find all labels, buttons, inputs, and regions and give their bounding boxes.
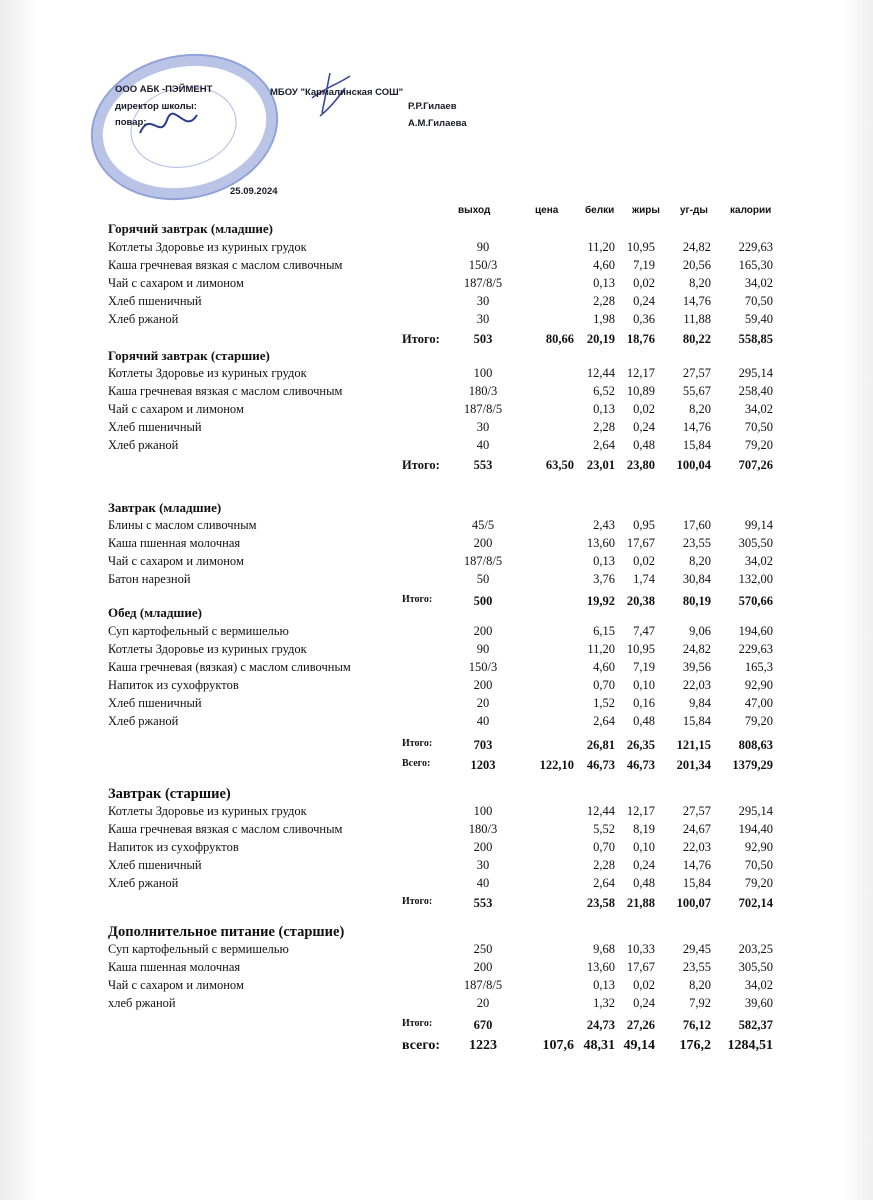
- dish-fat: 0,48: [633, 438, 655, 452]
- dish-name: Хлеб ржаной: [108, 312, 179, 326]
- table-row: [0, 822, 873, 838]
- school-name: МБОУ "Кармалинская СОШ": [270, 87, 404, 98]
- section-title: Горячий завтрак (младшие): [108, 221, 274, 236]
- dish-fat: 0,48: [633, 714, 655, 728]
- dish-protein: 6,52: [593, 384, 615, 398]
- total-row-protein: 19,92: [586, 594, 615, 608]
- dish-output: 30: [476, 312, 490, 326]
- dish-carbs: 15,84: [682, 714, 711, 728]
- dish-protein: 11,20: [587, 240, 615, 254]
- grand-total-row-fat: 46,73: [626, 758, 655, 772]
- table-row: [0, 978, 873, 994]
- dish-protein: 6,15: [593, 624, 615, 638]
- dish-output: 30: [476, 420, 490, 434]
- dish-protein: 3,76: [593, 572, 615, 586]
- dish-protein: 0,13: [593, 978, 615, 992]
- grand-total-row-price: 107,6: [542, 1038, 574, 1053]
- dish-fat: 7,19: [633, 660, 655, 674]
- dish-protein: 13,60: [586, 536, 615, 550]
- col-price: цена: [535, 205, 559, 216]
- dish-protein: 0,70: [593, 678, 615, 692]
- total-row-carbs: 121,15: [676, 738, 711, 752]
- dish-name: Хлеб пшеничный: [108, 294, 202, 308]
- dish-output: 200: [473, 536, 493, 550]
- dish-output: 200: [473, 960, 493, 974]
- total-row-fat: 27,26: [626, 1018, 655, 1032]
- dish-protein: 1,32: [593, 996, 615, 1010]
- dish-name: Котлеты Здоровье из куриных грудок: [108, 642, 307, 656]
- dish-carbs: 9,06: [689, 624, 711, 638]
- dish-protein: 2,64: [593, 438, 615, 452]
- table-row: [0, 572, 873, 588]
- dish-protein: 9,68: [593, 942, 615, 956]
- dish-protein: 5,52: [593, 822, 615, 836]
- dish-name: Хлеб пшеничный: [108, 858, 202, 872]
- dish-fat: 10,95: [626, 642, 655, 656]
- total-row-output: 553: [473, 896, 493, 910]
- col-calories: калории: [730, 205, 772, 216]
- dish-output: 250: [473, 942, 493, 956]
- dish-name: Блины с маслом сливочным: [108, 518, 257, 532]
- dish-fat: 0,02: [633, 276, 655, 290]
- grand-total-row-output: 1203: [470, 758, 496, 772]
- org-line: ООО АБК -ПЭЙМЕНТ: [115, 84, 213, 95]
- dish-carbs: 7,92: [689, 996, 711, 1010]
- dish-carbs: 8,20: [689, 978, 711, 992]
- total-row-protein: 26,81: [586, 738, 615, 752]
- dish-name: Чай с сахаром и лимоном: [108, 276, 244, 290]
- dish-calories: 92,90: [744, 840, 773, 854]
- table-row: [0, 876, 873, 892]
- dish-output: 40: [476, 876, 490, 890]
- dish-fat: 0,95: [633, 518, 655, 532]
- total-row-output: 503: [473, 332, 493, 346]
- dish-calories: 70,50: [744, 858, 773, 872]
- dish-name: Каша пшенная молочная: [108, 536, 241, 550]
- table-row: [0, 624, 873, 640]
- dish-fat: 7,47: [633, 624, 655, 638]
- total-row: [0, 332, 873, 348]
- dish-fat: 0,48: [633, 876, 655, 890]
- grand-total-row-label: всего:: [402, 1038, 441, 1053]
- total-row-label: Итого:: [402, 738, 433, 749]
- dish-protein: 2,64: [593, 714, 615, 728]
- dish-output: 90: [476, 642, 490, 656]
- dish-output: 100: [473, 804, 493, 818]
- dish-calories: 305,50: [738, 536, 773, 550]
- dish-fat: 17,67: [626, 536, 655, 550]
- dish-fat: 0,36: [633, 312, 655, 326]
- dish-carbs: 24,82: [682, 642, 711, 656]
- dish-fat: 8,19: [633, 822, 655, 836]
- dish-fat: 0,24: [633, 996, 655, 1010]
- dish-carbs: 23,55: [682, 960, 711, 974]
- dish-fat: 12,17: [626, 804, 655, 818]
- dish-fat: 0,24: [633, 294, 655, 308]
- total-row-output: 553: [473, 458, 493, 472]
- dish-carbs: 14,76: [682, 420, 711, 434]
- dish-protein: 12,44: [586, 804, 615, 818]
- dish-name: Каша пшенная молочная: [108, 960, 241, 974]
- table-row: [0, 960, 873, 976]
- dish-carbs: 8,20: [689, 554, 711, 568]
- dish-carbs: 39,56: [682, 660, 711, 674]
- dish-output: 187/8/5: [463, 554, 503, 568]
- dish-carbs: 14,76: [682, 858, 711, 872]
- dish-fat: 10,33: [626, 942, 655, 956]
- dish-calories: 295,14: [738, 366, 773, 380]
- table-row: [0, 642, 873, 658]
- dish-carbs: 27,57: [682, 366, 711, 380]
- table-row: [0, 942, 873, 958]
- dish-output: 200: [473, 678, 493, 692]
- dish-output: 20: [476, 696, 490, 710]
- dish-calories: 34,02: [744, 978, 773, 992]
- dish-name: Хлеб ржаной: [108, 438, 179, 452]
- table-row: [0, 518, 873, 534]
- cook-name: А.М.Гилаева: [408, 118, 467, 129]
- dish-calories: 70,50: [744, 294, 773, 308]
- menu-date: 25.09.2024: [230, 186, 278, 197]
- table-row: [0, 240, 873, 256]
- dish-name: Котлеты Здоровье из куриных грудок: [108, 366, 307, 380]
- dish-protein: 12,44: [586, 366, 615, 380]
- table-row: [0, 402, 873, 418]
- dish-calories: 39,60: [744, 996, 773, 1010]
- table-row: [0, 366, 873, 382]
- table-row: [0, 554, 873, 570]
- total-row-carbs: 80,19: [682, 594, 711, 608]
- dish-calories: 165,30: [738, 258, 773, 272]
- dish-carbs: 22,03: [682, 840, 711, 854]
- total-row-price: 80,66: [545, 332, 574, 346]
- dish-output: 40: [476, 714, 490, 728]
- dish-name: Батон нарезной: [108, 572, 191, 586]
- dish-carbs: 22,03: [682, 678, 711, 692]
- total-row-carbs: 100,07: [676, 896, 711, 910]
- dish-carbs: 55,67: [682, 384, 711, 398]
- dish-calories: 34,02: [744, 402, 773, 416]
- signature-director: [300, 68, 360, 128]
- dish-fat: 0,10: [633, 678, 655, 692]
- total-row-output: 703: [473, 738, 493, 752]
- section-title: Завтрак (старшие): [108, 786, 231, 802]
- dish-fat: 0,02: [633, 978, 655, 992]
- dish-carbs: 15,84: [682, 876, 711, 890]
- dish-fat: 7,19: [633, 258, 655, 272]
- dish-output: 180/3: [468, 384, 498, 398]
- grand-total-row-carbs: 201,34: [676, 758, 711, 772]
- dish-calories: 59,40: [744, 312, 773, 326]
- dish-carbs: 20,56: [682, 258, 711, 272]
- dish-fat: 0,16: [633, 696, 655, 710]
- dish-name: хлеб ржаной: [108, 996, 176, 1010]
- dish-fat: 0,24: [633, 858, 655, 872]
- grand-total-row-carbs: 176,2: [679, 1038, 711, 1053]
- dish-output: 50: [476, 572, 490, 586]
- grand-total-row-protein: 46,73: [586, 758, 615, 772]
- table-row: [0, 858, 873, 874]
- table-row: [0, 714, 873, 730]
- dish-name: Напиток из сухофруктов: [108, 840, 239, 854]
- total-row-protein: 24,73: [586, 1018, 615, 1032]
- grand-total-row-calories: 1284,51: [727, 1038, 773, 1053]
- dish-carbs: 24,82: [682, 240, 711, 254]
- dish-carbs: 15,84: [682, 438, 711, 452]
- total-row-fat: 18,76: [626, 332, 655, 346]
- dish-name: Чай с сахаром и лимоном: [108, 402, 244, 416]
- dish-output: 100: [473, 366, 493, 380]
- dish-fat: 0,24: [633, 420, 655, 434]
- section-title: Горячий завтрак (старшие): [108, 348, 270, 363]
- dish-output: 150/3: [468, 660, 498, 674]
- section-title: Завтрак (младшие): [108, 500, 222, 515]
- dish-carbs: 9,84: [689, 696, 711, 710]
- table-row: [0, 438, 873, 454]
- dish-calories: 132,00: [738, 572, 773, 586]
- dish-fat: 0,02: [633, 554, 655, 568]
- grand-total-row-protein: 48,31: [583, 1038, 615, 1053]
- table-row: [0, 294, 873, 310]
- table-row: [0, 420, 873, 436]
- dish-name: Каша гречневая вязкая с маслом сливочным: [108, 384, 343, 398]
- dish-name: Котлеты Здоровье из куриных грудок: [108, 804, 307, 818]
- dish-output: 30: [476, 294, 490, 308]
- dish-carbs: 23,55: [682, 536, 711, 550]
- total-row: [0, 738, 873, 754]
- dish-output: 45/5: [471, 518, 495, 532]
- total-row-calories: 702,14: [738, 896, 773, 910]
- total-row-calories: 808,63: [738, 738, 773, 752]
- dish-name: Каша гречневая вязкая с маслом сливочным: [108, 258, 343, 272]
- total-row-price: 63,50: [545, 458, 574, 472]
- col-carbs: уг-ды: [680, 205, 708, 216]
- total-row-calories: 707,26: [738, 458, 773, 472]
- total-row: [0, 458, 873, 474]
- dish-output: 200: [473, 840, 493, 854]
- dish-protein: 2,28: [593, 858, 615, 872]
- dish-protein: 0,13: [593, 402, 615, 416]
- grand-total-row-fat: 49,14: [623, 1038, 655, 1053]
- total-row-label: Итого:: [402, 896, 433, 907]
- dish-calories: 258,40: [738, 384, 773, 398]
- dish-fat: 0,02: [633, 402, 655, 416]
- dish-output: 20: [476, 996, 490, 1010]
- col-output: выход: [458, 205, 491, 216]
- col-fat: жиры: [632, 205, 660, 216]
- dish-carbs: 24,67: [682, 822, 711, 836]
- dish-output: 200: [473, 624, 493, 638]
- grand-total-row-price: 122,10: [539, 758, 574, 772]
- total-row-carbs: 76,12: [682, 1018, 711, 1032]
- dish-protein: 2,28: [593, 420, 615, 434]
- total-row-calories: 558,85: [738, 332, 773, 346]
- dish-carbs: 8,20: [689, 402, 711, 416]
- dish-protein: 13,60: [586, 960, 615, 974]
- dish-name: Хлеб пшеничный: [108, 696, 202, 710]
- dish-output: 180/3: [468, 822, 498, 836]
- dish-calories: 229,63: [738, 240, 773, 254]
- dish-carbs: 8,20: [689, 276, 711, 290]
- table-row: [0, 312, 873, 328]
- table-row: [0, 840, 873, 856]
- dish-calories: 305,50: [738, 960, 773, 974]
- dish-name: Напиток из сухофруктов: [108, 678, 239, 692]
- grand-total-row: [0, 758, 873, 774]
- table-row: [0, 804, 873, 820]
- dish-protein: 4,60: [593, 258, 615, 272]
- dish-calories: 47,00: [744, 696, 773, 710]
- dish-protein: 1,98: [593, 312, 615, 326]
- section-title: Обед (младшие): [108, 605, 202, 620]
- dish-name: Каша гречневая (вязкая) с маслом сливочным: [108, 660, 351, 674]
- dish-protein: 4,60: [593, 660, 615, 674]
- dish-fat: 10,89: [626, 384, 655, 398]
- dish-carbs: 17,60: [682, 518, 711, 532]
- dish-calories: 34,02: [744, 276, 773, 290]
- grand-total-row-output: 1223: [469, 1038, 497, 1053]
- total-row-calories: 570,66: [738, 594, 773, 608]
- table-row: [0, 258, 873, 274]
- dish-protein: 11,20: [587, 642, 615, 656]
- total-row-label: Итого:: [402, 458, 440, 472]
- dish-output: 187/8/5: [463, 276, 503, 290]
- dish-name: Чай с сахаром и лимоном: [108, 554, 244, 568]
- dish-protein: 1,52: [593, 696, 615, 710]
- dish-name: Каша гречневая вязкая с маслом сливочным: [108, 822, 343, 836]
- dish-protein: 0,13: [593, 554, 615, 568]
- dish-calories: 165,3: [744, 660, 773, 674]
- dish-fat: 10,95: [626, 240, 655, 254]
- total-row: [0, 896, 873, 912]
- table-row: [0, 996, 873, 1012]
- dish-protein: 2,28: [593, 294, 615, 308]
- dish-carbs: 29,45: [682, 942, 711, 956]
- table-row: [0, 536, 873, 552]
- dish-name: Суп картофельный с вермишелью: [108, 624, 289, 638]
- dish-protein: 2,43: [593, 518, 615, 532]
- dish-calories: 79,20: [744, 876, 773, 890]
- table-row: [0, 384, 873, 400]
- total-row-protein: 20,19: [586, 332, 615, 346]
- total-row-carbs: 80,22: [682, 332, 711, 346]
- table-row: [0, 696, 873, 712]
- table-row: [0, 276, 873, 292]
- total-row-fat: 23,80: [626, 458, 655, 472]
- dish-carbs: 14,76: [682, 294, 711, 308]
- director-name: Р.Р.Гилаев: [408, 101, 457, 112]
- dish-carbs: 30,84: [682, 572, 711, 586]
- dish-calories: 70,50: [744, 420, 773, 434]
- director-line: директор школы:: [115, 101, 197, 112]
- dish-calories: 79,20: [744, 714, 773, 728]
- dish-fat: 0,10: [633, 840, 655, 854]
- dish-calories: 34,02: [744, 554, 773, 568]
- dish-fat: 12,17: [626, 366, 655, 380]
- dish-name: Хлеб ржаной: [108, 714, 179, 728]
- dish-name: Хлеб ржаной: [108, 876, 179, 890]
- dish-carbs: 11,88: [683, 312, 711, 326]
- dish-calories: 229,63: [738, 642, 773, 656]
- dish-fat: 17,67: [626, 960, 655, 974]
- dish-output: 90: [476, 240, 490, 254]
- dish-calories: 203,25: [738, 942, 773, 956]
- dish-name: Котлеты Здоровье из куриных грудок: [108, 240, 307, 254]
- dish-calories: 99,14: [744, 518, 773, 532]
- grand-total-row-calories: 1379,29: [732, 758, 773, 772]
- total-row-label: Итого:: [402, 332, 440, 346]
- dish-fat: 1,74: [633, 572, 655, 586]
- grand-total-row: [0, 1038, 873, 1054]
- total-row-output: 500: [473, 594, 493, 608]
- total-row-calories: 582,37: [738, 1018, 773, 1032]
- dish-output: 30: [476, 858, 490, 872]
- dish-calories: 79,20: [744, 438, 773, 452]
- dish-output: 187/8/5: [463, 978, 503, 992]
- dish-calories: 194,60: [738, 624, 773, 638]
- cook-line: повар:: [115, 117, 147, 128]
- total-row-carbs: 100,04: [676, 458, 711, 472]
- total-row-fat: 21,88: [626, 896, 655, 910]
- dish-output: 40: [476, 438, 490, 452]
- grand-total-row-label: Всего:: [402, 758, 431, 769]
- total-row: [0, 1018, 873, 1034]
- table-row: [0, 678, 873, 694]
- total-row-fat: 20,38: [626, 594, 655, 608]
- dish-name: Суп картофельный с вермишелью: [108, 942, 289, 956]
- dish-name: Хлеб пшеничный: [108, 420, 202, 434]
- total-row-protein: 23,58: [586, 896, 615, 910]
- dish-calories: 92,90: [744, 678, 773, 692]
- dish-output: 187/8/5: [463, 402, 503, 416]
- dish-protein: 2,64: [593, 876, 615, 890]
- total-row-label: Итого:: [402, 594, 433, 605]
- dish-calories: 194,40: [738, 822, 773, 836]
- dish-protein: 0,13: [593, 276, 615, 290]
- dish-name: Чай с сахаром и лимоном: [108, 978, 244, 992]
- section-title: Дополнительное питание (старшие): [108, 924, 345, 940]
- col-protein: белки: [585, 205, 615, 216]
- dish-carbs: 27,57: [682, 804, 711, 818]
- dish-calories: 295,14: [738, 804, 773, 818]
- dish-protein: 0,70: [593, 840, 615, 854]
- total-row-output: 670: [473, 1018, 493, 1032]
- total-row-label: Итого:: [402, 1018, 433, 1029]
- table-row: [0, 660, 873, 676]
- total-row-fat: 26,35: [626, 738, 655, 752]
- total-row-protein: 23,01: [586, 458, 615, 472]
- dish-output: 150/3: [468, 258, 498, 272]
